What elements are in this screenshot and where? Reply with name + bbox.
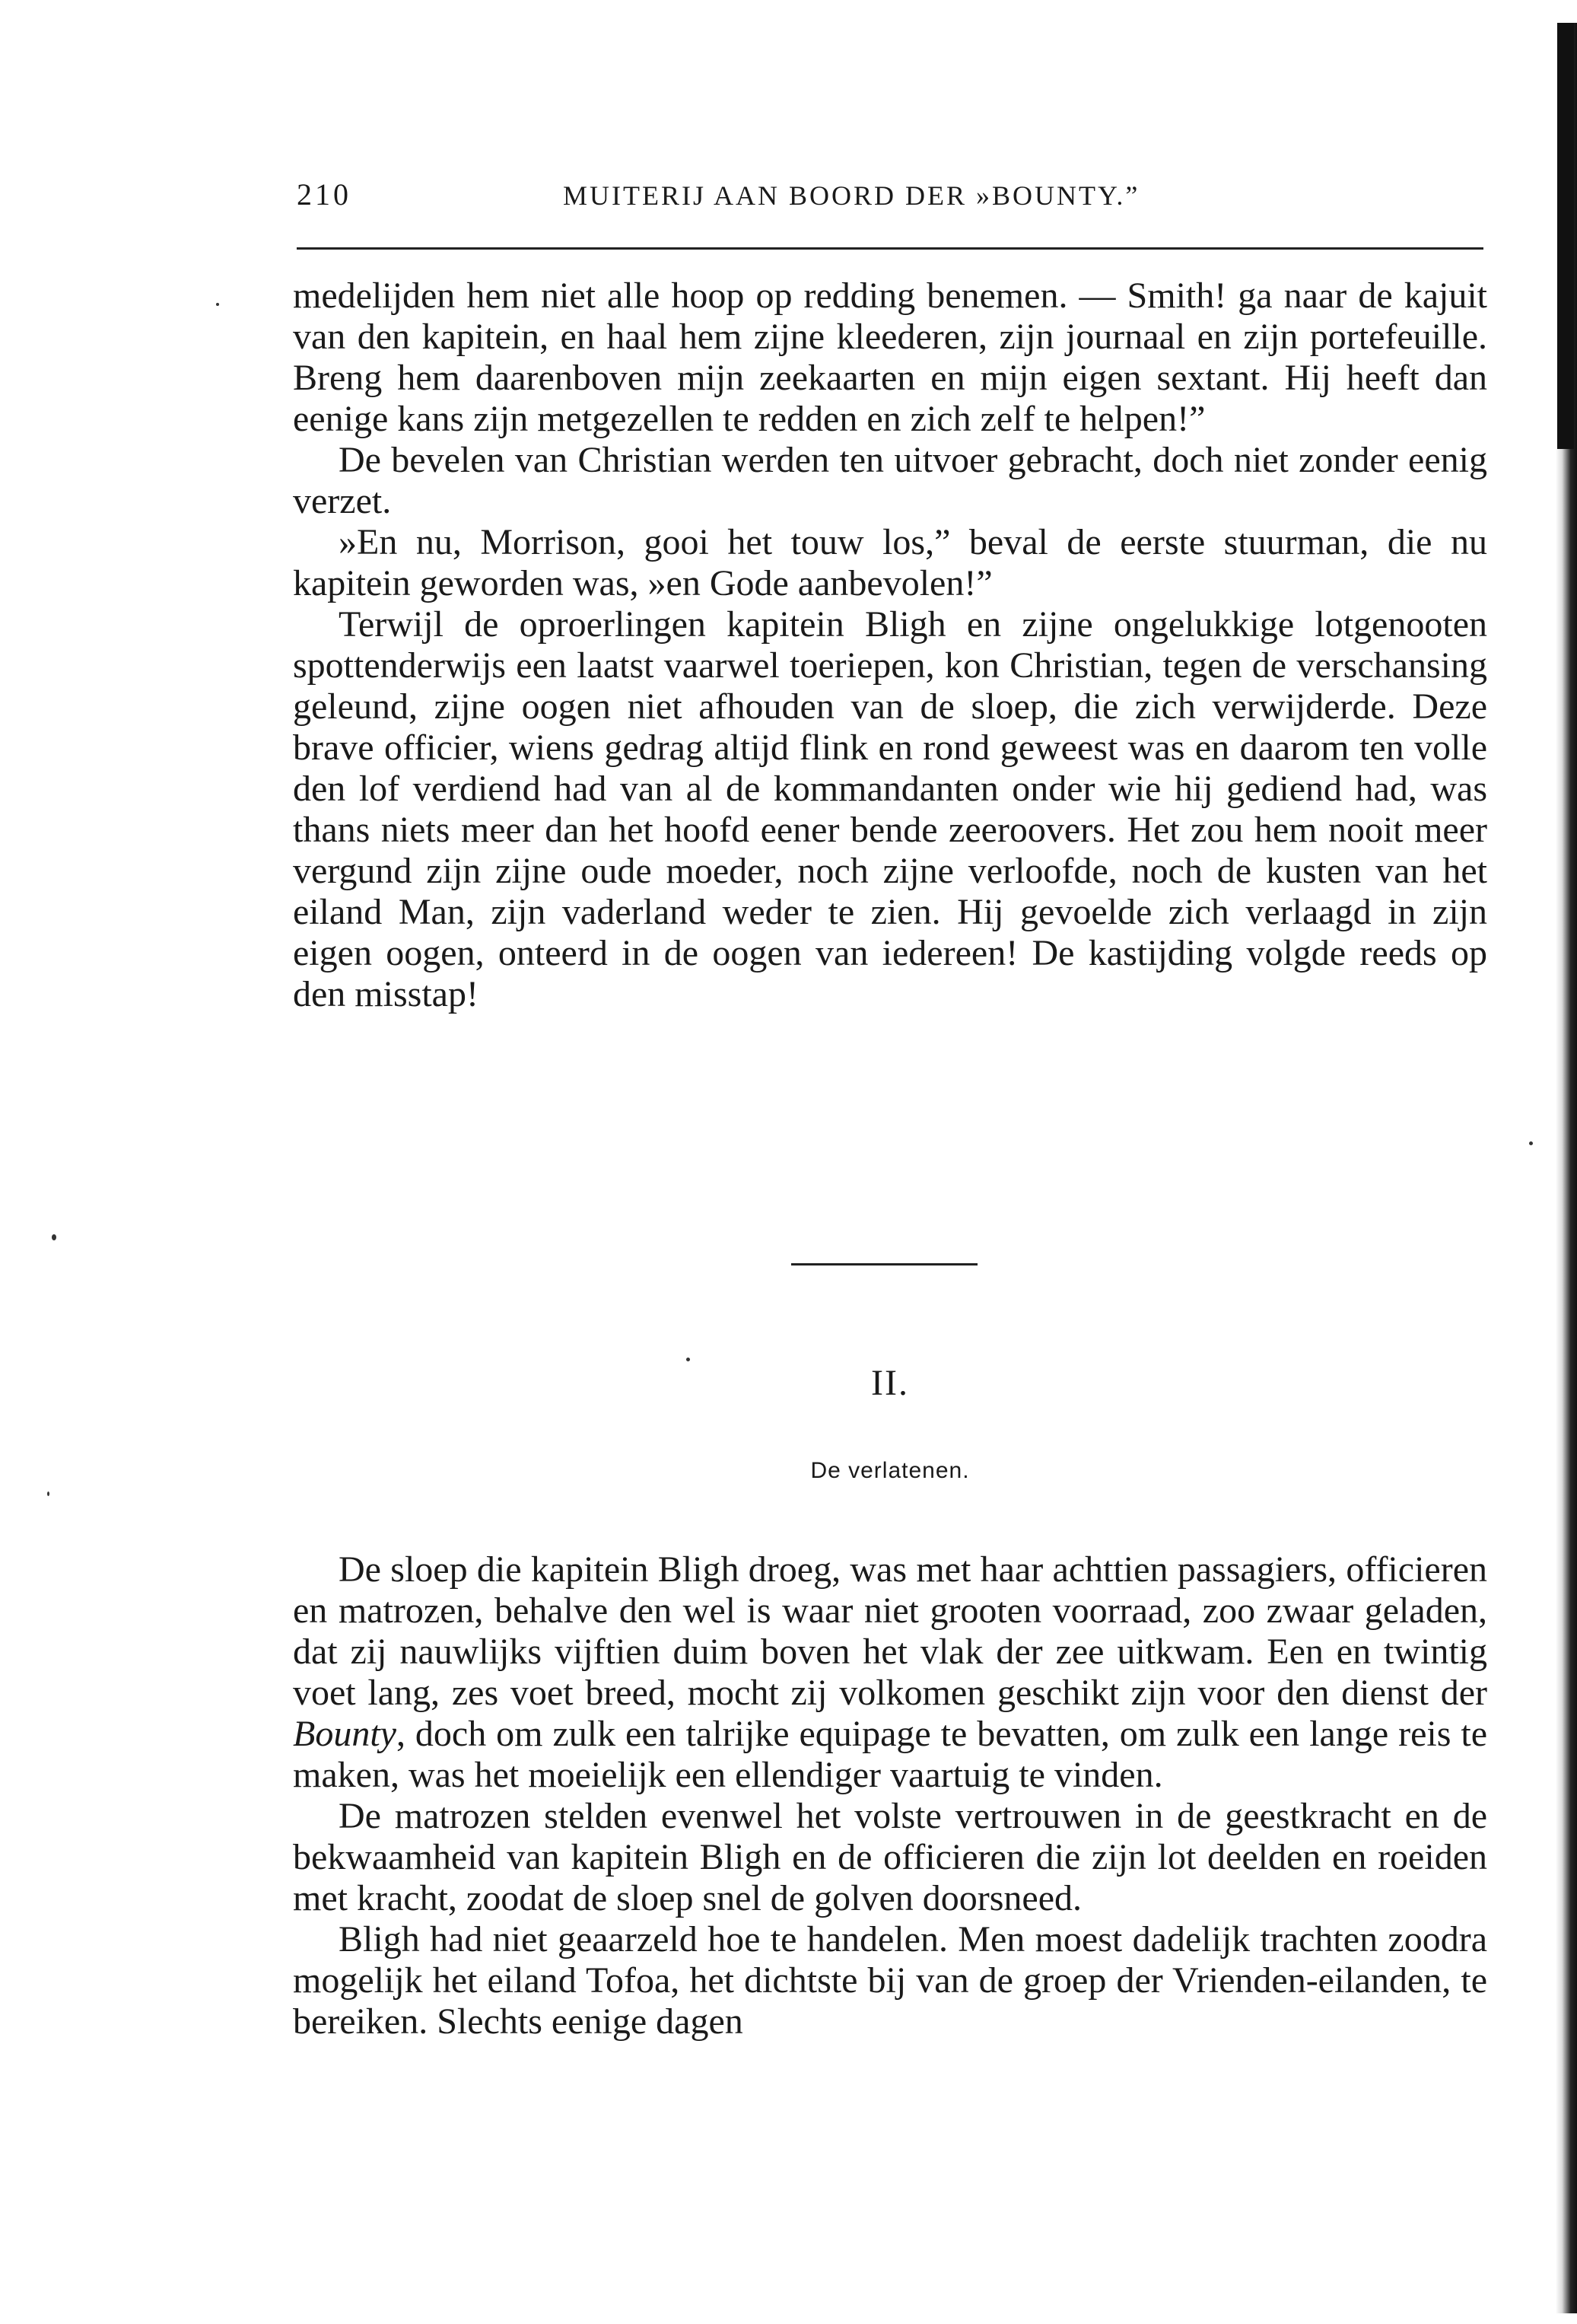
scan-speck xyxy=(686,1358,690,1361)
text-block-continued xyxy=(293,275,1487,1015)
paragraph xyxy=(293,1549,1487,1796)
paragraph: De matrozen stelden evenwel het volste vertrouwen in de geestkracht en de bekwaamheid van kapitein Bligh en de officieren die zijn lot deelden en roeiden met kracht, zoodat de sloep snel de golven doorsneed. xyxy=(293,1796,1487,1918)
paragraph: De bevelen van Christian werden ten uitvoer gebracht, doch niet zonder eenig verzet. xyxy=(293,440,1487,521)
binding-shadow-top xyxy=(1557,23,1574,449)
paragraph-text: , doch om zulk een talrijke equipage te bevatten, om zulk een lange reis te maken, was het moeielijk een ellendiger vaartuig te vinden. xyxy=(293,1714,1487,1795)
paragraph-text: De sloep die kapitein Bligh droeg, was met haar achttien passagiers, officieren en matrozen, behalve den wel is waar niet grooten voorraad, zoo zwaar geladen, dat zij nauwlijks vijftien duim boven het vlak der zee uitkwam. Een en twintig voet lang, zes voet breed, mocht zij volkomen geschikt zijn voor den dienst der xyxy=(293,1549,1487,1713)
paragraph: medelijden hem niet alle hoop op redding benemen. — Smith! ga naar de kajuit van den kapitein, en haal hem zijne kleederen, zijn journaal en zijn portefeuille. Breng hem daarenboven mijn zeekaarten en mijn eigen sextant. Hij heeft dan eenige kans zijn metgezellen te redden en zich zelf te helpen!” xyxy=(293,275,1487,439)
paragraph: Bligh had niet geaarzeld hoe te handelen. Men moest dadelijk trachten zoodra mogelijk het eiland Tofoa, het dichtste bij van de groep der Vrienden-eilanden, te bereiken. Slechts eenige dagen xyxy=(293,1919,1487,2042)
paragraph: Terwijl de oproerlingen kapitein Bligh en zijne ongelukkige lotgenooten spottenderwijs een laatst vaarwel toeriepen, kon Christian, tegen de verschansing geleund, zijne oogen niet afhouden van de sloep, die zich verwijderde. Deze brave officier, wiens gedrag altijd flink en rond geweest was en daarom ten volle den lof verdiend had van al de kommandanten onder wie hij gediend had, was thans niets meer dan het hoofd eener bende zeeroovers. Het zou hem nooit meer vergund zijn zijne oude moeder, noch zijne verloofde, noch de kusten van het eiland Man, zijn vaderland weder te zien. Hij gevoelde zich verlaagd in zijn eigen oogen, onteerd in de oogen van iedereen! De kastijding volgde reeds op den misstap! xyxy=(293,604,1487,1014)
ship-name: Bounty xyxy=(293,1714,396,1754)
text-block-new-chapter xyxy=(293,1549,1487,2042)
scan-speck xyxy=(216,303,219,306)
section-divider xyxy=(791,1263,978,1265)
running-head xyxy=(297,177,1483,222)
chapter-number: II. xyxy=(871,1363,909,1403)
paragraph: »En nu, Morrison, gooi het touw los,” beval de eerste stuurman, die nu kapitein geworden was, »en Gode aanbevolen!” xyxy=(293,522,1487,603)
scan-speck xyxy=(1529,1141,1533,1145)
scan-speck xyxy=(47,1491,49,1496)
chapter-subtitle: De verlatenen. xyxy=(810,1458,970,1483)
page-number: 210 xyxy=(297,177,351,212)
running-title: MUITERIJ AAN BOORD DER »BOUNTY.” xyxy=(563,180,1140,211)
scan-speck xyxy=(52,1234,56,1240)
header-rule xyxy=(297,247,1483,250)
